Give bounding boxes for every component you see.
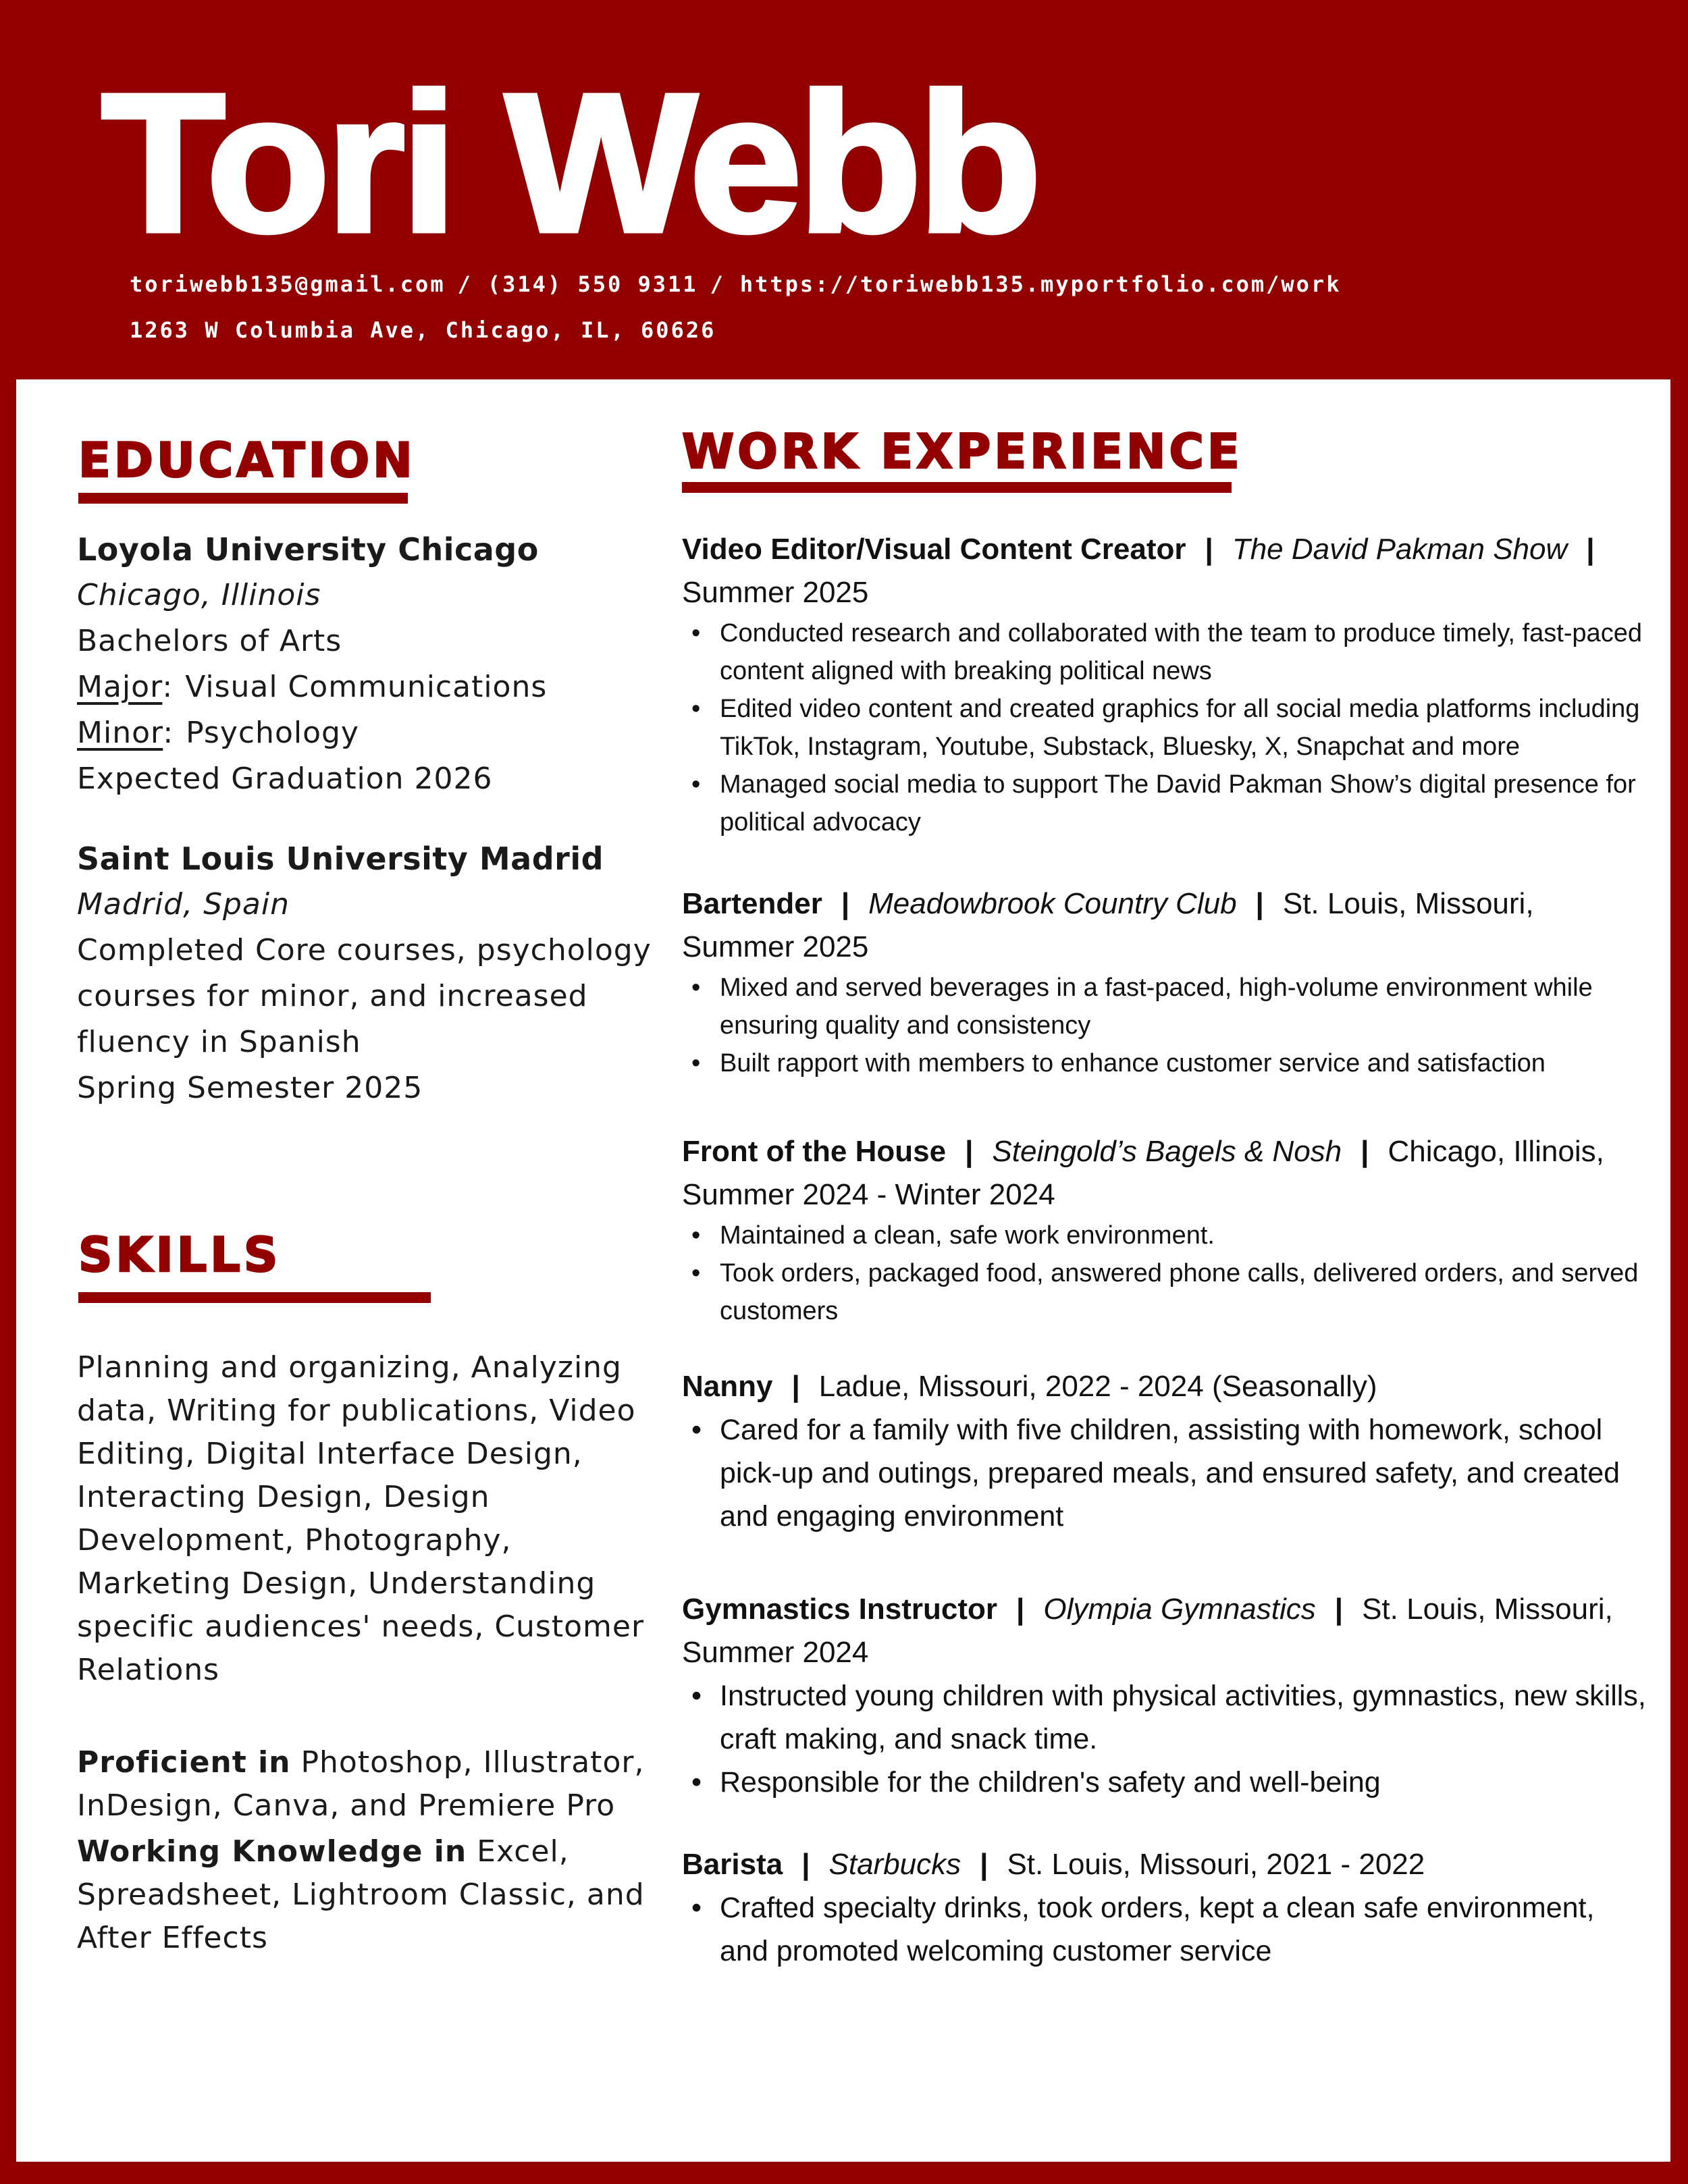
- school-location: Madrid, Spain: [77, 887, 290, 922]
- minor-label: Minor: [77, 716, 163, 750]
- job-entry: [682, 1588, 1647, 1804]
- resume-body: [16, 379, 1670, 2162]
- work-experience-rule: [682, 482, 1232, 493]
- job-bullet: • Instructed young children with physical activities, gymnastics, new skills, craft making, and snack time.: [682, 1674, 1647, 1761]
- skills-list: Planning and organizing, Analyzing data, Writing for publications, Video Editing, Digital Interface Design, Interacting Design, Design Development, Photography, Marketing Design, Understanding specific audiences' needs, Customer Relations: [77, 1350, 645, 1687]
- job-bullet: • Managed social media to support The David Pakman Show’s digital presence for political advocacy: [682, 766, 1647, 841]
- pipe-divider: |: [841, 887, 850, 920]
- job-bullet: • Cared for a family with five children, assisting with homework, school pick-up and outings, prepared meals, and ensured safety, and created and engaging environment: [682, 1408, 1647, 1538]
- school-name: Saint Louis University Madrid: [77, 841, 604, 877]
- job-entry: [682, 528, 1647, 841]
- major-value: Visual Communications: [185, 670, 548, 704]
- address: 1263 W Columbia Ave, Chicago, IL, 60626: [130, 317, 716, 343]
- job-date: Summer 2025: [682, 930, 869, 963]
- major-label: Major: [77, 670, 163, 704]
- school-location: Chicago, Illinois: [77, 578, 321, 612]
- major-line: Major: Visual Communications: [77, 670, 548, 704]
- job-bullet: • Crafted specialty drinks, took orders, kept a clean safe environment, and promoted welcoming customer service: [682, 1886, 1647, 1973]
- job-bullets: [682, 1886, 1647, 1973]
- job-entry: [682, 1365, 1647, 1538]
- proficient-label: Proficient in: [77, 1745, 291, 1780]
- work-experience-heading: WORK EXPERIENCE: [682, 424, 1243, 479]
- resume-header: [0, 0, 1688, 378]
- minor-value: Psychology: [186, 716, 359, 750]
- pipe-divider: |: [1016, 1593, 1025, 1626]
- skills-rule: [78, 1292, 431, 1303]
- proficient-line: [77, 1741, 658, 1828]
- minor-line: Minor: Psychology: [77, 716, 359, 750]
- pipe-divider: |: [1255, 887, 1264, 920]
- pipe-divider: |: [1205, 533, 1213, 566]
- job-bullets: [682, 1217, 1647, 1330]
- education-heading: EDUCATION: [78, 433, 416, 488]
- pipe-divider: |: [1586, 533, 1595, 566]
- job-bullets: [682, 614, 1647, 841]
- job-org: The David Pakman Show: [1232, 533, 1568, 566]
- degree: Bachelors of Arts: [77, 624, 342, 658]
- job-title-line: [682, 882, 1647, 926]
- phone-number[interactable]: (314) 550 9311: [487, 271, 698, 297]
- job-org: Meadowbrook Country Club: [868, 887, 1237, 920]
- pipe-divider: |: [791, 1370, 800, 1403]
- job-role: Front of the House: [682, 1135, 947, 1168]
- school-entry: [77, 836, 658, 1111]
- school-description: Completed Core courses, psychology courses for minor, and increased fluency in Spanish: [77, 933, 652, 1059]
- job-entry: [682, 1130, 1647, 1330]
- job-bullet: • Conducted research and collaborated with the team to produce timely, fast-paced content aligned with breaking political news: [682, 614, 1647, 690]
- job-role: Nanny: [682, 1370, 773, 1403]
- proficient-tools: Photoshop, Illustrator, InDesign, Canva, and Premiere Pro: [77, 1745, 645, 1823]
- pipe-divider: |: [1334, 1593, 1344, 1626]
- job-location: St. Louis, Missouri, 2021 - 2022: [1007, 1848, 1425, 1881]
- contact-separator: /: [457, 271, 473, 297]
- portfolio-link[interactable]: https://toriwebb135.myportfolio.com/work: [739, 271, 1342, 297]
- job-title-line: [682, 528, 1647, 571]
- job-bullet: • Edited video content and created graphics for all social media platforms including TikTok, Instagram, Youtube, Substack, Bluesky, X, Snapchat and more: [682, 690, 1647, 766]
- job-date: Summer 2024 - Winter 2024: [682, 1178, 1055, 1211]
- job-location: St. Louis, Missouri,: [1362, 1593, 1613, 1626]
- school-name: Loyola University Chicago: [77, 531, 539, 568]
- education-rule: [78, 493, 408, 504]
- job-role: Bartender: [682, 887, 822, 920]
- job-bullet: • Maintained a clean, safe work environment.: [682, 1217, 1647, 1254]
- job-location: Ladue, Missouri, 2022 - 2024 (Seasonally): [818, 1370, 1377, 1403]
- job-date: Summer 2025: [682, 576, 869, 609]
- job-location: St. Louis, Missouri,: [1282, 887, 1534, 920]
- job-org: Steingold’s Bagels & Nosh: [992, 1135, 1342, 1168]
- job-role: Gymnastics Instructor: [682, 1593, 998, 1626]
- email-link[interactable]: toriwebb135@gmail.com: [130, 271, 446, 297]
- school-term: Spring Semester 2025: [77, 1071, 423, 1105]
- graduation-date: Expected Graduation 2026: [77, 762, 493, 796]
- software-proficiency: [77, 1741, 658, 1960]
- job-title-line: [682, 1365, 1647, 1408]
- job-org: Olympia Gymnastics: [1043, 1593, 1316, 1626]
- job-org: Starbucks: [828, 1848, 961, 1881]
- knowledge-line: [77, 1830, 658, 1960]
- job-role: Video Editor/Visual Content Creator: [682, 533, 1186, 566]
- pipe-divider: |: [980, 1848, 988, 1881]
- candidate-name: Tori Webb: [101, 53, 1038, 273]
- job-bullet: • Mixed and served beverages in a fast-paced, high-volume environment while ensuring quality and consistency: [682, 969, 1647, 1044]
- job-title-line: [682, 1130, 1647, 1173]
- job-date: Summer 2024: [682, 1636, 869, 1669]
- job-location: Chicago, Illinois,: [1388, 1135, 1604, 1168]
- job-title-line: [682, 1843, 1647, 1886]
- job-title-line: [682, 1588, 1647, 1631]
- pipe-divider: |: [801, 1848, 810, 1881]
- job-bullet: • Responsible for the children's safety and well-being: [682, 1761, 1647, 1804]
- knowledge-tools: Excel, Spreadsheet, Lightroom Classic, and After Effects: [77, 1834, 645, 1955]
- job-bullets: [682, 1674, 1647, 1804]
- pipe-divider: |: [965, 1135, 974, 1168]
- job-bullet: • Took orders, packaged food, answered phone calls, delivered orders, and served customers: [682, 1254, 1647, 1330]
- contact-separator: /: [710, 271, 725, 297]
- skills-heading: SKILLS: [78, 1227, 282, 1283]
- job-entry: [682, 882, 1647, 1082]
- job-bullet: • Built rapport with members to enhance customer service and satisfaction: [682, 1044, 1647, 1082]
- pipe-divider: |: [1361, 1135, 1369, 1168]
- knowledge-label: Working Knowledge in: [77, 1834, 467, 1869]
- job-bullets: [682, 1408, 1647, 1538]
- job-entry: [682, 1843, 1647, 1973]
- job-bullets: [682, 969, 1647, 1082]
- contact-line: [130, 271, 1341, 297]
- job-role: Barista: [682, 1848, 783, 1881]
- school-entry: [77, 527, 658, 802]
